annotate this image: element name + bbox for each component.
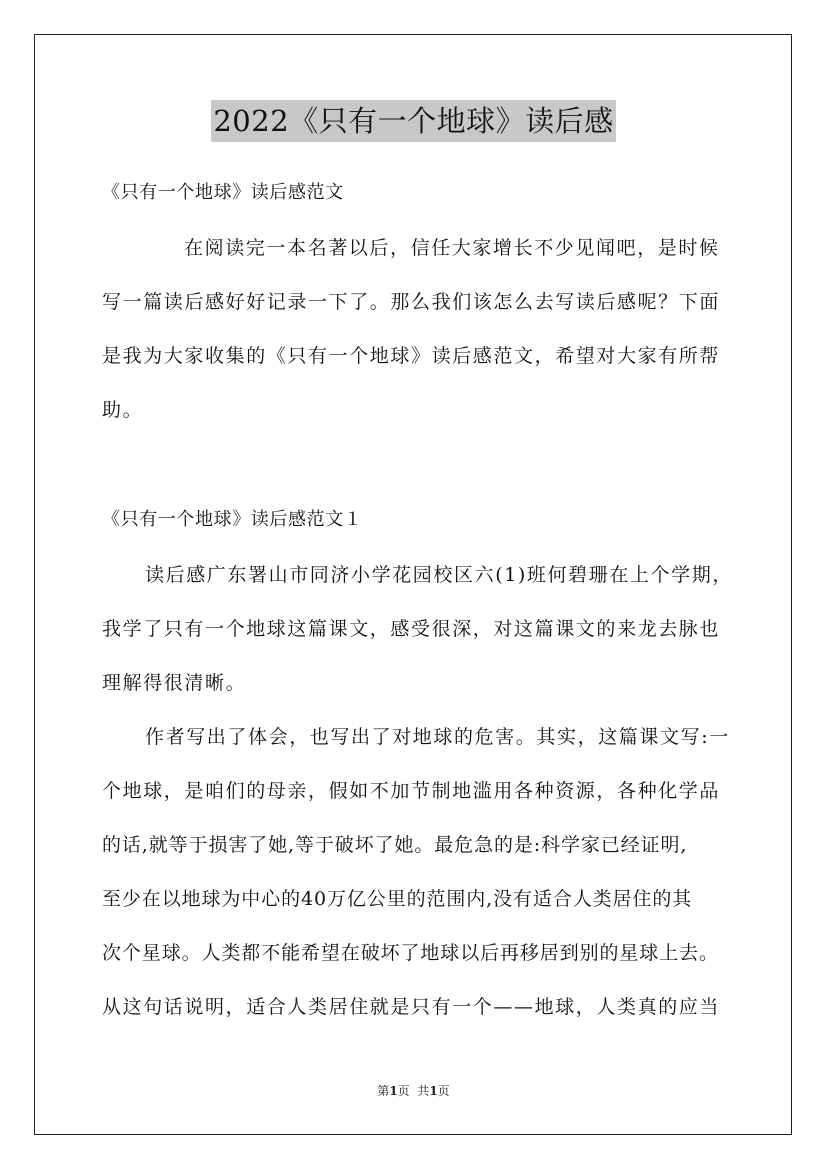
page-footer (0, 1083, 827, 1099)
title-container (0, 100, 827, 142)
intro-line-1: 在阅读完一本名著以后，信任大家增长不少见闻吧，是时候 (184, 237, 720, 259)
paragraph2-line-3: 的话,就等于损害了她,等于破坏了她。最危急的是:科学家已经证明, (102, 834, 688, 856)
paragraph2-line-5: 次个星球。人类都不能希望在破坏了地球以后再移居到别的星球上去。 (102, 942, 719, 964)
footer-prefix: 第 (377, 1084, 390, 1098)
document-title: 2022《只有一个地球》读后感 (211, 100, 615, 142)
footer-page-total: 1 (429, 1084, 438, 1098)
intro-line-2: 写一篇读后感好好记录一下了。那么我们该怎么去写读后感呢？下面 (102, 291, 721, 313)
footer-mid: 页 共 (397, 1084, 430, 1098)
paragraph2-line-6: 从这句话说明，适合人类居住就是只有一个——地球，人类真的应当 (102, 996, 721, 1018)
intro-line-3: 是我为大家收集的《只有一个地球》读后感范文，希望对大家有所帮 (102, 345, 721, 367)
paragraph2-line-4: 至少在以地球为中心的40万亿公里的范围内,没有适合人类居住的其 (102, 888, 693, 910)
intro-line-4: 助。 (102, 399, 144, 421)
paragraph2-line-2: 个地球，是咱们的母亲，假如不加节制地滥用各种资源，各种化学品 (102, 780, 721, 802)
essay-heading: 《只有一个地球》读后感范文１ (102, 509, 363, 530)
footer-suffix: 页 (437, 1084, 450, 1098)
section-heading: 《只有一个地球》读后感范文 (102, 182, 344, 203)
footer-page-current: 1 (389, 1084, 398, 1098)
paragraph1-line-3: 理解得很清晰。 (102, 672, 247, 694)
paragraph1-line-2: 我学了只有一个地球这篇课文，感受很深，对这篇课文的来龙去脉也 (102, 618, 721, 640)
paragraph2-line-1: 作者写出了体会，也写出了对地球的危害。其实，这篇课文写:一 (145, 726, 730, 748)
paragraph1-line-1: 读后感广东署山市同济小学花园校区六(1)班何碧珊在上个学期， (145, 564, 733, 586)
